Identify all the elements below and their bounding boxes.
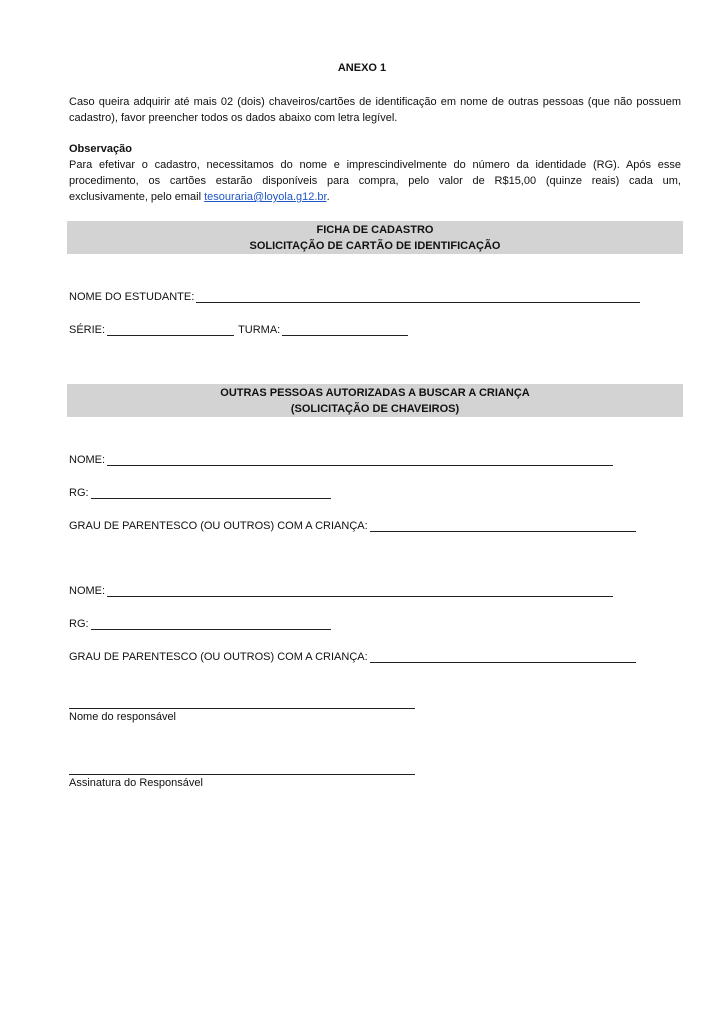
guardian-name-line[interactable]: [69, 708, 415, 709]
grade-label: SÉRIE:: [69, 324, 106, 336]
registration-title-2: SOLICITAÇÃO DE CARTÃO DE IDENTIFICAÇÃO: [249, 240, 501, 252]
person-2-rg-line[interactable]: [91, 618, 331, 630]
person-2-rg-field[interactable]: [69, 614, 331, 630]
observation-line-3-prefix: exclusivamente, pelo email: [69, 191, 205, 203]
person-2-name-line[interactable]: [107, 585, 613, 597]
registration-title-1: FICHA DE CADASTRO: [316, 224, 434, 236]
observation-line-1: Para efetivar o cadastro, necessitamos do nome e imprescindivelmente do número da identidade (RG). Após esse: [69, 159, 681, 171]
class-line[interactable]: [282, 324, 408, 336]
observation-line-3-suffix: .: [326, 191, 330, 203]
person-1-name-line[interactable]: [107, 454, 613, 466]
student-name-field[interactable]: [69, 287, 640, 303]
guardian-signature-caption: Assinatura do Responsável: [69, 777, 203, 789]
person-2-relation-field[interactable]: [69, 647, 636, 663]
authorized-title-1: OUTRAS PESSOAS AUTORIZADAS A BUSCAR A CRIANÇA: [220, 387, 530, 399]
observation-line-3: [69, 189, 681, 205]
person-1-relation-field[interactable]: [69, 516, 636, 532]
intro-text: Caso queira adquirir até mais 02 (dois) chaveiros/cartões de identificação em nome de outras pessoas (que não possuem cadastro), favor preencher todos os dados abaixo com letra legível.: [69, 96, 681, 124]
person-2-rg-label: RG:: [69, 618, 89, 630]
authorized-title-2: (SOLICITAÇÃO DE CHAVEIROS): [290, 403, 460, 415]
person-1-name-field[interactable]: [69, 450, 613, 466]
class-label: TURMA:: [238, 324, 281, 336]
registration-form-header: [67, 221, 683, 254]
student-name-line[interactable]: [196, 291, 640, 303]
grade-class-row: [69, 320, 408, 336]
intro-paragraph: [69, 94, 681, 126]
person-2-relation-line[interactable]: [370, 651, 636, 663]
observation-block: [69, 141, 681, 205]
observation-heading: Observação: [69, 143, 132, 155]
person-1-rg-field[interactable]: [69, 483, 331, 499]
person-1-name-label: NOME:: [69, 454, 106, 466]
grade-line[interactable]: [107, 324, 234, 336]
guardian-signature-line[interactable]: [69, 774, 415, 775]
person-1-rg-label: RG:: [69, 487, 89, 499]
student-name-label: NOME DO ESTUDANTE:: [69, 291, 195, 303]
authorized-persons-header: [67, 384, 683, 417]
observation-line-2: procedimento, os cartões estarão disponíveis para compra, pelo valor de R$15,00 (quinze reais) cada um,: [69, 175, 681, 187]
guardian-name-caption: Nome do responsável: [69, 711, 177, 723]
person-2-name-label: NOME:: [69, 585, 106, 597]
person-1-relation-label: GRAU DE PARENTESCO (OU OUTROS) COM A CRIANÇA:: [69, 520, 368, 532]
person-1-rg-line[interactable]: [91, 487, 331, 499]
annex-title: ANEXO 1: [337, 62, 387, 74]
person-1-relation-line[interactable]: [370, 520, 636, 532]
treasury-email-link[interactable]: tesouraria@loyola.g12.br: [204, 191, 327, 203]
person-2-relation-label: GRAU DE PARENTESCO (OU OUTROS) COM A CRIANÇA:: [69, 651, 368, 663]
person-2-name-field[interactable]: [69, 581, 613, 597]
